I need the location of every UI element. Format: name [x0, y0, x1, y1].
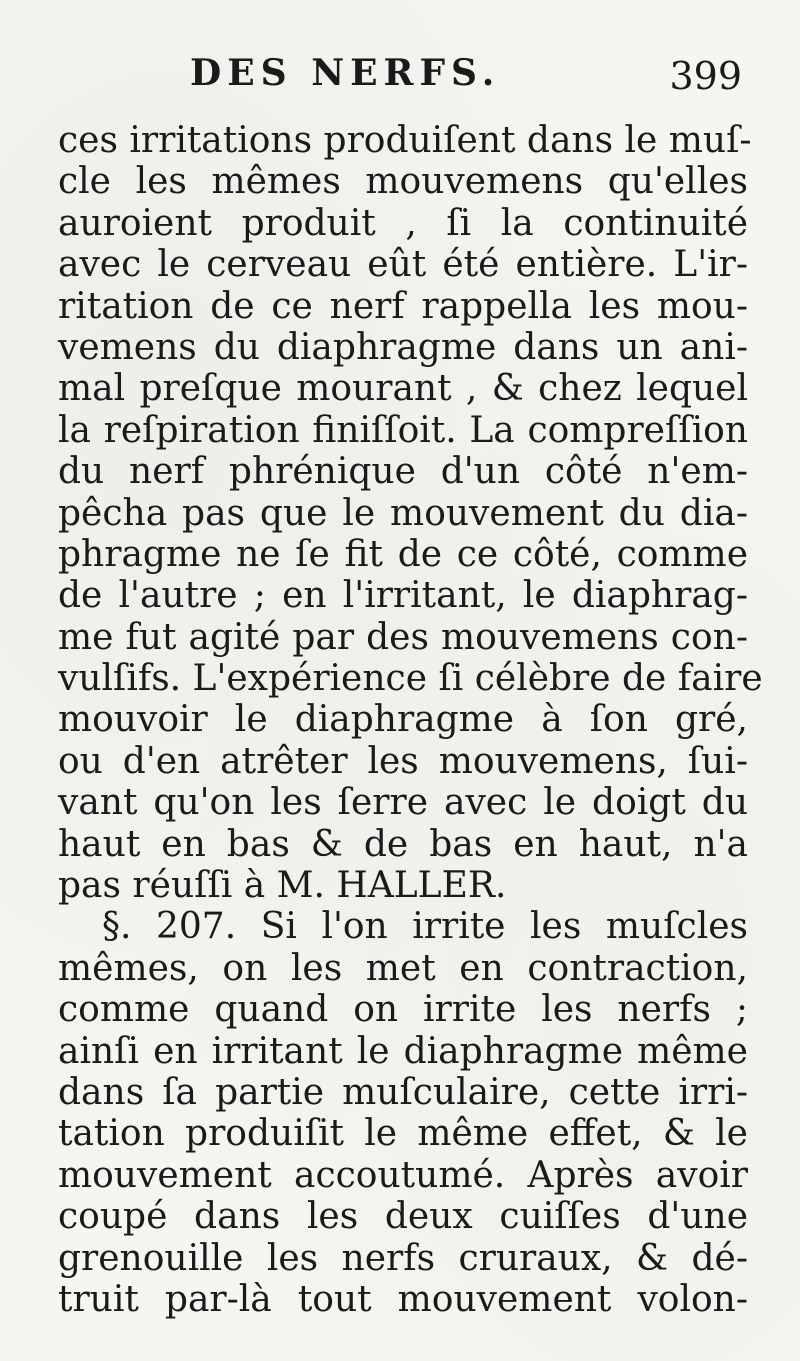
text-line: vulſifs. L'expérience ſi célèbre de faire — [58, 658, 763, 700]
section-start-line: §. 207. Si l'on irrite les muſcles — [102, 906, 748, 948]
text-line: mouvoir le diaphragme à ſon gré, — [58, 699, 748, 741]
text-line: pas réuſſi à M. HALLER. — [58, 865, 507, 907]
text-line: haut en bas & de bas en haut, n'a — [58, 823, 748, 865]
running-head: DES NERFS. — [190, 52, 501, 94]
text-line: me fut agité par des mouvemens con- — [58, 616, 748, 658]
text-line: ou d'en atrêter les mouvemens, ſui- — [58, 740, 748, 782]
text-line: comme quand on irrite les nerfs ; — [58, 989, 748, 1031]
text-line: mêmes, on les met en contraction, — [58, 947, 748, 989]
text-line: avec le cerveau eût été entière. L'ir- — [58, 244, 748, 286]
text-line: coupé dans les deux cuiſſes d'une — [58, 1196, 748, 1238]
text-line: phragme ne ſe fit de ce côté, comme — [58, 533, 748, 575]
text-line: ainſi en irritant le diaphragme même — [58, 1030, 748, 1072]
text-line: grenouille les nerfs cruraux, & dé- — [58, 1237, 748, 1279]
text-line: de l'autre ; en l'irritant, le diaphrag- — [58, 575, 748, 617]
text-line: ritation de ce nerf rappella les mou- — [58, 285, 748, 327]
text-line: auroient produit , ſi la continuité — [58, 202, 748, 244]
text-line: vemens du diaphragme dans un ani- — [58, 326, 748, 368]
text-line: ces irritations produiſent dans le muſ- — [58, 120, 752, 161]
page-header — [60, 52, 750, 102]
text-line: tation produiſit le même effet, & le — [58, 1113, 748, 1155]
text-line: vant qu'on les ſerre avec le doigt du — [58, 782, 748, 824]
text-line: truit par-là tout mouvement volon- — [58, 1278, 748, 1320]
body-text — [58, 120, 763, 1320]
text-line: mal preſque mourant , & chez lequel — [58, 368, 748, 410]
text-line: la reſpiration finiſſoit. La compreſſion — [58, 409, 748, 451]
text-line: dans ſa partie muſculaire, cette irri- — [58, 1071, 748, 1113]
text-line: mouvement accoutumé. Après avoir — [58, 1154, 748, 1196]
text-line: cle les mêmes mouvemens qu'elles — [58, 161, 748, 203]
page-number: 399 — [669, 54, 742, 98]
text-line: pêcha pas que le mouvement du dia- — [58, 492, 748, 534]
text-line: du nerf phrénique d'un côté n'em- — [58, 451, 748, 493]
